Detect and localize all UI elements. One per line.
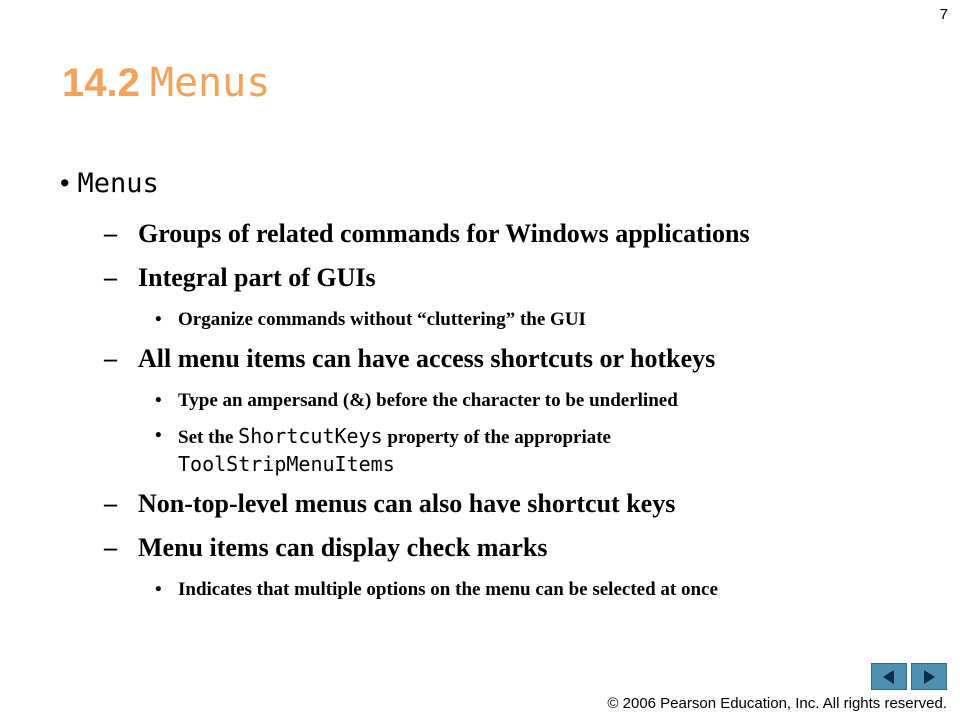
detail-text-pre: Set the: [178, 427, 239, 448]
subpoint-text: Non-top-level menus can also have shortcut keys: [138, 489, 676, 518]
dash-mark: –: [104, 344, 117, 373]
subpoint-text: Menu items can display check marks: [138, 533, 548, 562]
next-slide-button[interactable]: [911, 663, 947, 690]
section-number: 14.2: [62, 61, 140, 105]
detail-text: Type an ampersand (&) before the character to be underlined: [178, 390, 678, 411]
dash-mark: –: [104, 219, 117, 248]
bullet-mark: •: [60, 168, 70, 198]
subpoint-text: Integral part of GUIs: [138, 263, 376, 292]
detail-text: Indicates that multiple options on the menu can be selected at once: [178, 579, 718, 600]
subpoint-check-marks: [104, 533, 548, 563]
code-toolstripmenuitems: ToolStripMenuItems: [178, 452, 395, 476]
dot-mark: •: [155, 390, 162, 411]
detail-shortcutkeys: [155, 423, 915, 479]
detail-text: [178, 423, 915, 479]
code-shortcutkeys: ShortcutKeys: [238, 424, 383, 448]
dash-mark: –: [104, 263, 117, 292]
subpoint-text: Groups of related commands for Windows applications: [138, 219, 750, 248]
detail-text-mid: property of the appropriate: [382, 427, 611, 448]
previous-slide-icon: [881, 669, 897, 685]
dash-mark: –: [104, 489, 117, 518]
subpoint-integral: [104, 263, 376, 293]
dot-mark: •: [155, 579, 162, 600]
previous-slide-button[interactable]: [871, 663, 907, 690]
next-slide-icon: [921, 669, 937, 685]
detail-text: Organize commands without “cluttering” the GUI: [178, 309, 586, 330]
subpoint-non-top-level: [104, 489, 675, 519]
section-title: Menus: [149, 60, 271, 106]
subpoint-shortcuts: [104, 344, 715, 374]
dash-mark: –: [104, 533, 117, 562]
detail-ampersand: [155, 388, 915, 414]
detail-multiple-options: [155, 577, 915, 603]
page-number: 7: [939, 6, 948, 23]
bullet-menus-label: Menus: [77, 168, 159, 199]
bullet-menus: [60, 168, 159, 199]
detail-organize: [155, 307, 915, 333]
slide-navigation: [871, 663, 947, 690]
subpoint-text: All menu items can have access shortcuts or hotkeys: [138, 344, 716, 373]
subpoint-groups: [104, 219, 750, 249]
dot-mark: •: [155, 309, 162, 330]
dot-mark: •: [155, 425, 162, 446]
copyright-footer: © 2006 Pearson Education, Inc. All rights reserved.: [607, 695, 947, 712]
